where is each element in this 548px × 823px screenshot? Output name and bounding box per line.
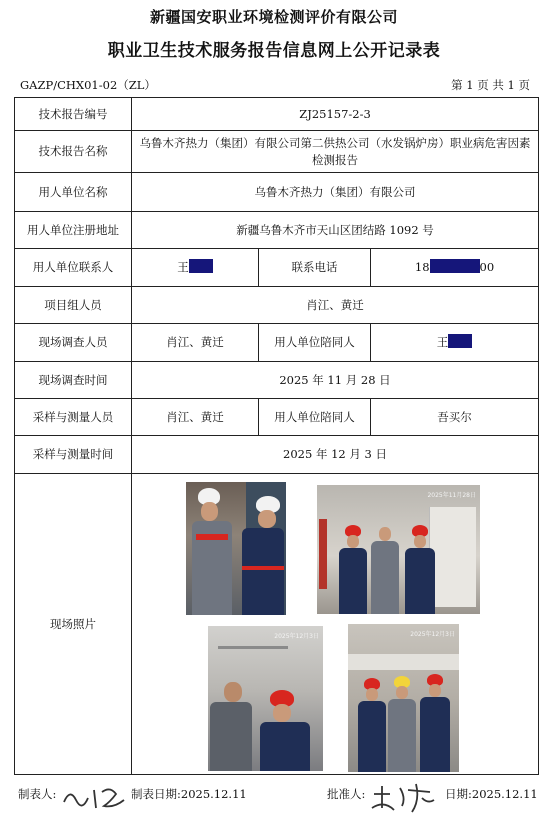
photo-grid: [132, 474, 538, 774]
make-date-label: 制表日期:: [131, 787, 181, 801]
maker-label: 制表人:: [18, 787, 57, 801]
company-name: 新疆国安职业环境检测评价有限公司: [149, 8, 398, 26]
label-survey-escort: 用人单位陪同人: [259, 324, 371, 362]
approver-label: 批准人:: [327, 787, 366, 801]
value-employer: 乌鲁木齐热力（集团）有限公司: [132, 173, 539, 212]
label-photos: 现场照片: [15, 474, 132, 775]
photo-timestamp: 2025年11月28日: [427, 492, 476, 499]
label-sampling-time: 采样与测量时间: [15, 436, 132, 474]
site-photo: [186, 482, 286, 615]
label-report-no: 技术报告编号: [15, 98, 132, 131]
value-survey-time: 2025 年 11 月 28 日: [132, 362, 539, 399]
row-photos: [15, 474, 539, 775]
row-contact: [15, 249, 539, 287]
value-team: 肖江、黄迁: [132, 287, 539, 324]
row-address: [15, 212, 539, 249]
photo-timestamp: 2025年12月3日: [274, 633, 319, 640]
redaction-mark: [448, 334, 472, 348]
form-code: GAZP/CHX01-02（ZL）: [20, 78, 156, 92]
row-report-name: [15, 131, 539, 173]
row-report-no: [15, 98, 539, 131]
record-table: [14, 97, 539, 775]
label-sampling-staff: 采样与测量人员: [15, 399, 132, 436]
label-contact: 用人单位联系人: [15, 249, 132, 287]
approve-date-label: 日期:: [445, 787, 472, 801]
row-sampling-staff: [15, 399, 539, 436]
photo-area: [132, 474, 539, 775]
label-sampling-escort: 用人单位陪同人: [259, 399, 371, 436]
value-survey-escort: [371, 324, 539, 362]
value-sampling-staff: 肖江、黄迁: [132, 399, 259, 436]
approver-signature: [368, 780, 438, 816]
phone-suffix: 00: [479, 260, 495, 274]
row-team: [15, 287, 539, 324]
escort-name: 王: [436, 335, 449, 349]
document-title: 职业卫生技术服务报告信息网上公开记录表: [107, 41, 441, 61]
row-survey-time: [15, 362, 539, 399]
row-sampling-time: [15, 436, 539, 474]
make-date-value: 2025.12.11: [180, 787, 247, 801]
label-team: 项目组人员: [15, 287, 132, 324]
label-survey-time: 现场调查时间: [15, 362, 132, 399]
page-info: 第 1 页 共 1 页: [451, 78, 530, 92]
site-photo: [348, 624, 459, 772]
label-survey-staff: 现场调查人员: [15, 324, 132, 362]
site-photo: [317, 485, 480, 614]
value-sampling-escort: 吾买尔: [371, 399, 539, 436]
value-survey-staff: 肖江、黄迁: [132, 324, 259, 362]
value-sampling-time: 2025 年 12 月 3 日: [132, 436, 539, 474]
value-report-name: 乌鲁木齐热力（集团）有限公司第二供热公司（水发锅炉房）职业病危害因素检测报告: [132, 131, 539, 173]
value-report-no: ZJ25157-2-3: [132, 98, 539, 131]
label-address: 用人单位注册地址: [15, 212, 132, 249]
row-survey-staff: [15, 324, 539, 362]
maker-signature: [60, 780, 130, 814]
label-phone: 联系电话: [259, 249, 371, 287]
label-employer: 用人单位名称: [15, 173, 132, 212]
redaction-mark: [189, 259, 213, 273]
row-employer: [15, 173, 539, 212]
site-photo: [208, 626, 323, 771]
redaction-mark: [430, 259, 480, 273]
approve-date-value: 2025.12.11: [471, 787, 538, 801]
contact-name: 王: [177, 260, 189, 274]
value-address: 新疆乌鲁木齐市天山区团结路 1092 号: [132, 212, 539, 249]
value-contact: [132, 249, 259, 287]
photo-timestamp: 2025年12月3日: [410, 631, 455, 638]
phone-prefix: 18: [414, 260, 430, 274]
value-phone: [371, 249, 539, 287]
label-report-name: 技术报告名称: [15, 131, 132, 173]
